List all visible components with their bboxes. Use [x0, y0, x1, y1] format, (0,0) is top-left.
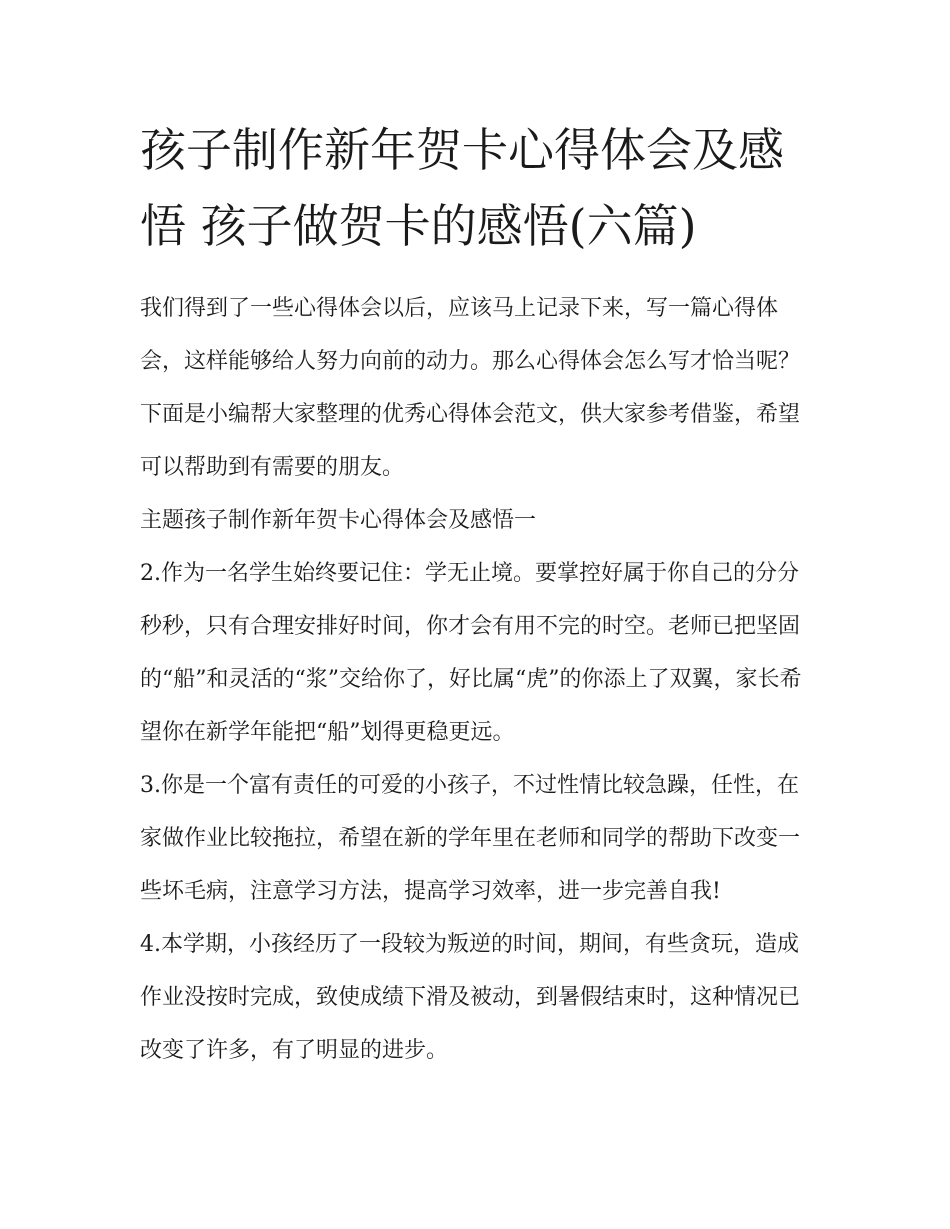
paragraph-item-4: 4.本学期，小孩经历了一段较为叛逆的时间，期间，有些贪玩，造成作业没按时完成，致使成绩下滑及被动，到暑假结束时，这种情况已改变了许多，有了明显的进步。: [140, 932, 801, 1063]
intro-paragraph: 我们得到了一些心得体会以后，应该马上记录下来，写一篇心得体会，这样能够给人努力向前的动力。那么心得体会怎么写才恰当呢？下面是小编帮大家整理的优秀心得体会范文，供大家参考借鉴，希望可以帮助到有需要的朋友。: [140, 296, 801, 480]
document-body: [140, 282, 820, 1077]
paragraph-item-3: 3.你是一个富有责任的可爱的小孩子，不过性情比较急躁，任性，在家做作业比较拖拉，希望在新的学年里在老师和同学的帮助下改变一些坏毛病，注意学习方法，提高学习效率，进一步完善自我!: [140, 773, 801, 904]
document-title: 孩子制作新年贺卡心得体会及感悟 孩子做贺卡的感悟(六篇): [140, 123, 784, 253]
paragraph-item-2: 2.作为一名学生始终要记住：学无止境。要掌控好属于你自己的分分秒秒，只有合理安排好时间，你才会有用不完的时空。老师已把坚固的“船”和灵活的“浆”交给你了，好比属“虎”的你添上了双翼，家长希望你在新学年能把“船”划得更稳更远。: [140, 561, 802, 745]
section-heading: 主题孩子制作新年贺卡心得体会及感悟一: [140, 508, 537, 533]
